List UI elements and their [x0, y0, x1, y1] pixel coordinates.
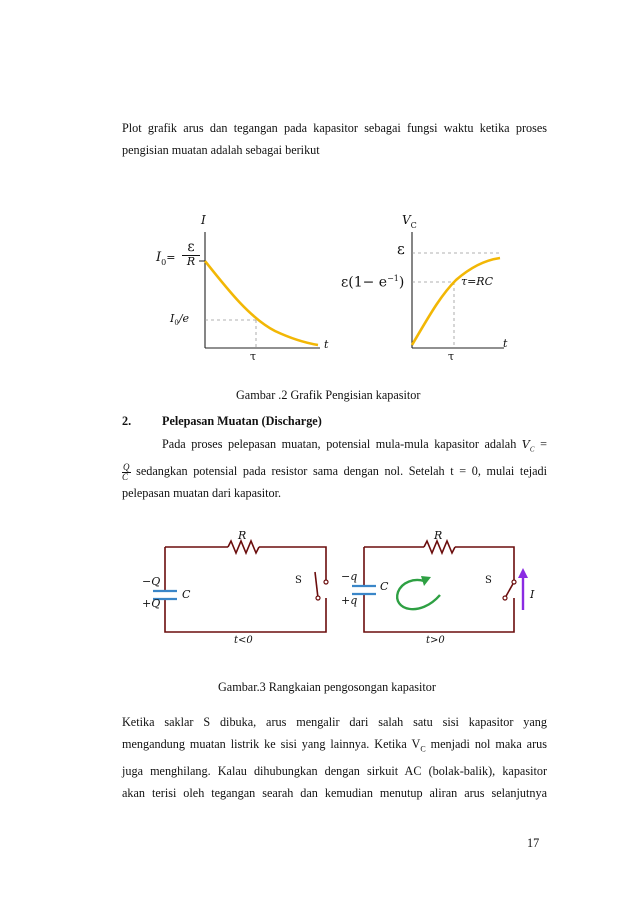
- left-time-label: t<0: [234, 635, 253, 646]
- figure3-caption: Gambar.3 Rangkaian pengosongan kapasitor: [218, 680, 436, 694]
- closing-paragraph: [122, 711, 547, 804]
- left-switch-contact: [316, 596, 320, 600]
- discharge-line: Pada proses pelepasan muatan, potensial mula-mula kapasitor adalah $V_C$ =: [162, 437, 548, 454]
- i0-equation: $I_0=$: [156, 250, 176, 268]
- section-number: 2.: [122, 414, 132, 428]
- i0-over-e-label: $I_0/e$: [170, 312, 190, 328]
- section-heading: [122, 414, 322, 429]
- voltage-x-axis-label: t: [503, 337, 508, 350]
- closing-line: mengandung muatan listrik ke sisi yang lainnya. Ketika $V_C$ menjadi nol maka arus: [122, 737, 547, 754]
- left-circuit: [165, 541, 326, 632]
- left-resistor-label: R: [238, 529, 247, 542]
- section-title: Pelepasan Muatan (Discharge): [162, 414, 322, 428]
- right-resistor: [424, 541, 455, 553]
- discharge-flow-arrow: [397, 580, 440, 609]
- right-time-label: t>0: [426, 635, 445, 646]
- right-switch-blade: [505, 582, 514, 598]
- voltage-y-axis-label: $V_C$: [402, 213, 417, 231]
- right-neg-charge-label: −q: [341, 570, 358, 583]
- left-switch-label: S: [295, 575, 302, 586]
- voltage-tau-label: τ: [448, 350, 455, 363]
- right-current-label: I: [530, 588, 535, 601]
- emf-over-r: ε R: [182, 240, 200, 268]
- discharge-flow-arrowhead: [421, 576, 431, 586]
- voltage-charge-curve: [412, 258, 500, 345]
- left-pos-charge-label: +Q: [142, 597, 161, 610]
- right-cap-label: C: [380, 580, 389, 593]
- discharge-line: pelepasan muatan dari kapasitor.: [122, 486, 282, 501]
- current-decay-curve: [205, 261, 318, 345]
- closing-line: juga menghilang. Kalau dihubungkan dengan sirkuit AC (bolak-balik), kapasitor: [122, 764, 547, 779]
- discharge-line: $\frac{Q}{C}$ sedangkan potensial pada resistor sama dengan nol. Setelah t = 0, mulai tejadi: [122, 462, 548, 483]
- current-graph: [199, 232, 320, 348]
- left-resistor: [228, 541, 259, 553]
- left-wire-top-right: [259, 547, 326, 582]
- figure2-caption: Gambar .2 Grafik Pengisian kapasitor: [236, 388, 421, 402]
- left-cap-label: C: [182, 588, 191, 601]
- intro-line: pengisian muatan adalah sebagai berikut: [122, 143, 320, 157]
- current-y-axis-label: I: [201, 213, 206, 227]
- current-arrowhead: [518, 568, 528, 578]
- voltage-emf-label: ε: [397, 240, 405, 258]
- tau-rc-label: τ=RC: [461, 275, 494, 288]
- intro-paragraph: [122, 117, 547, 161]
- emf-times-factor-label: $\varepsilon(1- e^{-1})$: [341, 274, 405, 291]
- closing-line: Ketika saklar S dibuka, arus mengalir dari salah satu sisi kapasitor yang: [122, 715, 547, 729]
- right-switch-contact: [503, 596, 507, 600]
- left-wire-left-bottom: [165, 598, 326, 632]
- current-tau-label: τ: [250, 350, 257, 363]
- right-pos-charge-label: +q: [341, 594, 358, 607]
- voltage-graph: [412, 232, 504, 348]
- q-over-c-fraction: $\frac{Q}{C}$: [122, 462, 130, 483]
- right-switch-label: S: [485, 575, 492, 586]
- closing-line: akan terisi oleh tegangan searah dan kemudian menutup aliran arus selanjutnya: [122, 786, 547, 801]
- right-resistor-label: R: [434, 529, 443, 542]
- discharge-paragraph: [122, 433, 547, 504]
- left-neg-charge-label: −Q: [142, 575, 161, 588]
- right-wire-left-bottom: [364, 594, 514, 632]
- left-switch-contact: [324, 580, 328, 584]
- left-switch-blade: [315, 572, 318, 598]
- intro-line: Plot grafik arus dan tegangan pada kapasitor sebagai fungsi waktu ketika proses: [122, 121, 547, 135]
- right-switch-contact: [512, 580, 516, 584]
- page-number: 17: [527, 836, 540, 850]
- current-x-axis-label: t: [324, 338, 329, 351]
